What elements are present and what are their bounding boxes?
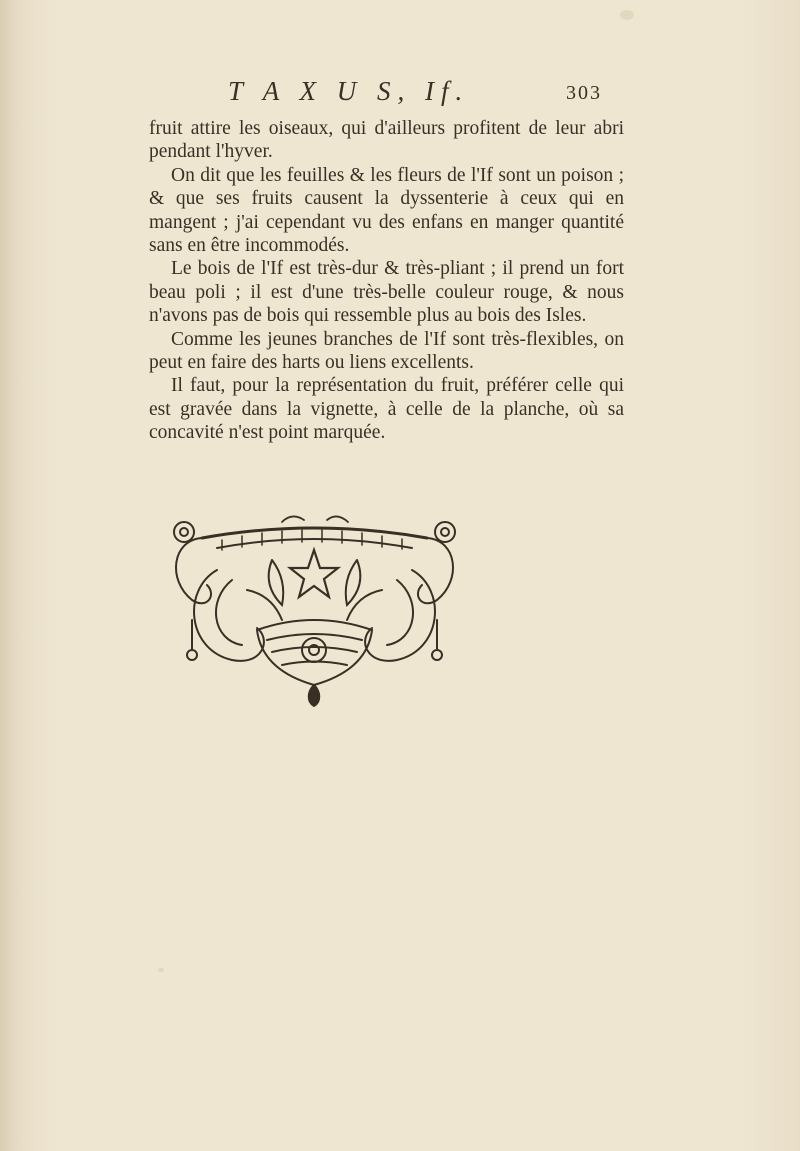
body-text [149, 117, 624, 445]
page-number: 303 [566, 82, 602, 104]
page-header [0, 76, 800, 116]
paragraph: Comme les jeunes branches de l'If sont très-flexibles, on peut en faire des harts ou liens excellents. [149, 328, 624, 374]
paragraph: fruit attire les oiseaux, qui d'ailleurs profitent de leur abri pendant l'hyver. [149, 118, 624, 163]
baroque-scroll-cul-de-lampe-icon [162, 510, 467, 710]
paragraph: Il faut, pour la représentation du fruit, préférer celle qui est gravée dans la vignette, à celle de la planche, où sa concavité n'est point marquée. [149, 375, 624, 444]
running-title: T A X U S, If. [228, 76, 470, 106]
foxing-spot [158, 968, 164, 972]
foxing-spot [620, 10, 634, 20]
paragraph: On dit que les feuilles & les fleurs de l'If sont un poison ; & que ses fruits causent la dyssenterie à ceux qui en mangent ; j'ai cependant vu des enfans en manger quantité sans en être incommodés. [149, 164, 624, 257]
paragraph: Le bois de l'If est très-dur & très-pliant ; il prend un fort beau poli ; il est d'une très-belle couleur rouge, & nous n'avons pas de bois qui ressemble plus au bois des Isles. [149, 258, 624, 327]
